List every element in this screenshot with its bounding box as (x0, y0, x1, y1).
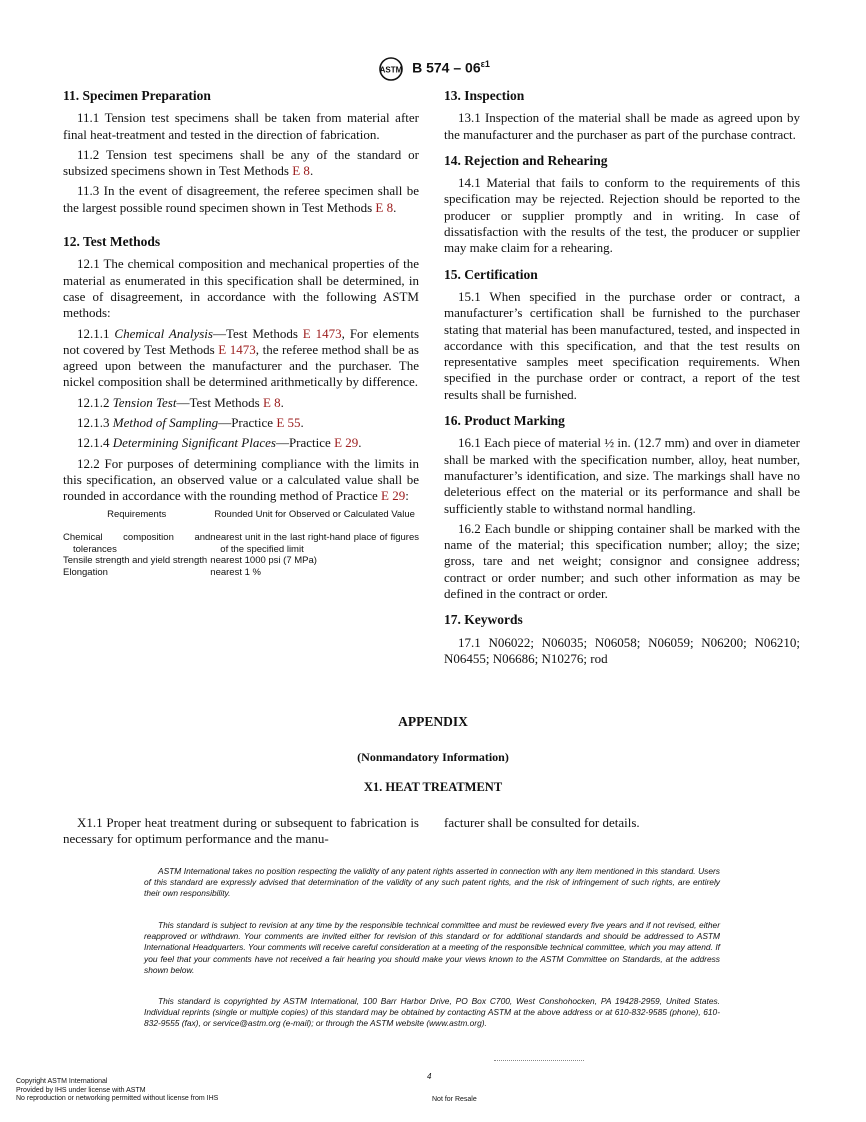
section-title: 13. Inspection (444, 88, 525, 103)
reference-link[interactable]: E 29 (334, 435, 359, 451)
section-title: 12. Test Methods (63, 234, 161, 250)
section-title: 16. Product Marking (444, 413, 565, 429)
reference-link[interactable]: E 1473 (218, 341, 256, 357)
legal-copyright-notice: This standard is copyrighted by ASTM International, 100 Barr Harbor Drive, PO Box C700, West Conshohocken, PA 19428-2959, United States. Individual reprints (single or multiple copies) of this standard may be obtained by contacting ASTM at the above address or at 610-832-9585 (phone), 610-832-9555 (fax), or service@astm.org (e-mail); or through the ASTM website (www.astm.org). (144, 996, 720, 1029)
appendix-x1-1-left: X1.1 Proper heat treatment during or subsequent to fabrication is necessary for optimum performance and the manu- (63, 815, 419, 847)
table-row (63, 555, 419, 567)
paragraph-12-1-1: 12.1.1 Chemical Analysis—Test Methods E 1473, For elements not covered by Test Methods E 1473, the referee method shall be as agreed upon between the manufacturer and the purchaser. The nickel composition shall be determined arithmetically by difference. (63, 325, 420, 390)
paragraph-11-3: 11.3 In the event of disagreement, the referee specimen shall be the largest possible round specimen shown in Test Methods E 8. (63, 183, 419, 215)
astm-logo-icon (376, 56, 406, 82)
reference-link[interactable]: E 8 (292, 163, 310, 179)
footer-divider (494, 1060, 584, 1061)
table-header-cell: Rounded Unit for Observed or Calculated Value (214, 508, 415, 520)
paragraph-12-1: 12.1 The chemical composition and mechanical properties of the material as enumerated in this specification shall be determined, in case of disagreement, in accordance with the following ASTM methods: (63, 256, 419, 321)
reference-link[interactable]: E 8 (262, 394, 281, 410)
table-cell: Tensile strength and yield strength (63, 555, 208, 567)
paragraph-11-1: 11.1 Tension test specimens shall be taken from material after final heat-treatment and tested in the direction of fabrication. (63, 110, 419, 142)
paragraph-15-1: 15.1 When specified in the purchase order or contract, a manufacturer’s certification shall be furnished to the purchaser stating that material has been manufactured, tested, and inspected in accordance with this specification, and that the test results on representative samples meet specification requirements. When specified in the purchase order or contract, a report of the test results shall be furnished. (444, 288, 800, 402)
paragraph-11-2: 11.2 Tension test specimens shall be any of the standard or subsized specimens shown in Test Methods E 8. (63, 146, 419, 179)
reference-link[interactable]: E 29 (381, 488, 406, 504)
section-13 (444, 88, 800, 143)
appendix-title: APPENDIX (398, 714, 468, 729)
legal-patent-notice: ASTM International takes no position respecting the validity of any patent rights asserted in connection with any item mentioned in this standard. Users of this standard are expressly advised that determination of the validity of any such patent rights, and the risk of infringement of such rights, are entirely their own responsibility. (144, 866, 720, 899)
appendix-subtitle: (Nonmandatory Information) (357, 750, 509, 764)
not-for-resale: Not for Resale (432, 1096, 477, 1103)
footer-license: Copyright ASTM International Provided by IHS under license with ASTM No reproduction or networking permitted without license from IHS (16, 1078, 219, 1102)
table-cell: nearest 1000 psi (7 MPa) (210, 555, 317, 567)
section-title: 17. Keywords (444, 612, 523, 628)
paragraph-12-1-2: 12.1.2 Tension Test—Test Methods E 8. (77, 394, 284, 410)
section-17 (444, 612, 800, 667)
paragraph-17-1: 17.1 N06022; N06035; N06058; N06059; N06200; N06210; N06455; N06686; N10276; rod (444, 634, 800, 666)
legal-revision-notice: This standard is subject to revision at any time by the responsible technical committee and must be reviewed every five years and if not revised, either reapproved or withdrawn. Your comments are invited either for revision of this standard or for additional standards and should be addressed to ASTM International Headquarters. Your comments will receive careful consideration at a meeting of the responsible technical committee, which you may attend. If you feel that your comments have not received a fair hearing you should make your views known to the ASTM Committee on Standards, at the address shown below. (144, 920, 720, 975)
paragraph-12-2: 12.2 For purposes of determining compliance with the limits in this specification, an observed value or a calculated value shall be rounded in accordance with the rounding method of Practice E 29: (63, 455, 419, 504)
table-cell: Chemical composition and tolerances (63, 532, 211, 555)
section-title: 15. Certification (444, 266, 538, 282)
paragraph-14-1: 14.1 Material that fails to conform to the requirements of this specification may be rejected. Rejection should be reported to the producer or supplier promptly and in writing. In case of dissatisfaction with the results of the test, the producer or supplier may make claim for a rehearing. (444, 175, 800, 256)
paragraph-13-1: 13.1 Inspection of the material shall be made as agreed upon by the manufacturer and the purchaser as part of the purchase contract. (444, 110, 800, 142)
table-header-cell: Requirements (107, 508, 167, 520)
designation-superscript: ε1 (480, 59, 490, 70)
page-header (0, 56, 866, 82)
appendix-x1-1-right: facturer shall be consulted for details. (444, 815, 640, 830)
section-14 (444, 153, 800, 257)
table-header-row (63, 509, 419, 533)
page-number: 4 (427, 1072, 432, 1081)
paragraph-12-1-4: 12.1.4 Determining Significant Places—Practice E 29. (77, 435, 362, 451)
appendix-section-title: X1. HEAT TREATMENT (363, 780, 503, 794)
section-15 (444, 267, 800, 403)
section-11 (63, 88, 419, 216)
table-row (63, 567, 419, 579)
table-cell: nearest unit in the last right-hand place of figures of the specified limit (210, 532, 419, 555)
table-cell: Elongation (63, 566, 108, 578)
reference-link[interactable]: E 8 (375, 199, 394, 215)
section-16 (444, 413, 800, 602)
left-column (63, 88, 419, 588)
reference-link[interactable]: E 55 (276, 415, 301, 431)
designation: B 574 – 06 (412, 59, 481, 76)
section-title: 11. Specimen Preparation (63, 88, 211, 103)
section-12 (63, 234, 419, 578)
svg-text:ASTM: ASTM (379, 65, 403, 75)
right-column (444, 88, 800, 677)
paragraph-16-1: 16.1 Each piece of material ½ in. (12.7 mm) and over in diameter shall be marked with the specification number, alloy, heat number, manufacturer’s identification, and size. The markings shall have no deleterious effect on the material or its performance and shall be sufficiently stable to withstand normal handling. (444, 435, 800, 516)
table-row (63, 532, 419, 555)
paragraph-16-2: 16.2 Each bundle or shipping container shall be marked with the name of the material; this specification number; alloy; the size; gross, tare and net weight; consignor and consignee address; contract or order number; and such other information as may be defined in the contract or order. (444, 520, 800, 602)
section-title: 14. Rejection and Rehearing (444, 152, 608, 168)
table-cell: nearest 1 % (210, 566, 261, 578)
rounding-table (63, 509, 419, 579)
paragraph-12-1-3: 12.1.3 Method of Sampling—Practice E 55. (77, 415, 304, 431)
reference-link[interactable]: E 1473 (302, 325, 342, 341)
